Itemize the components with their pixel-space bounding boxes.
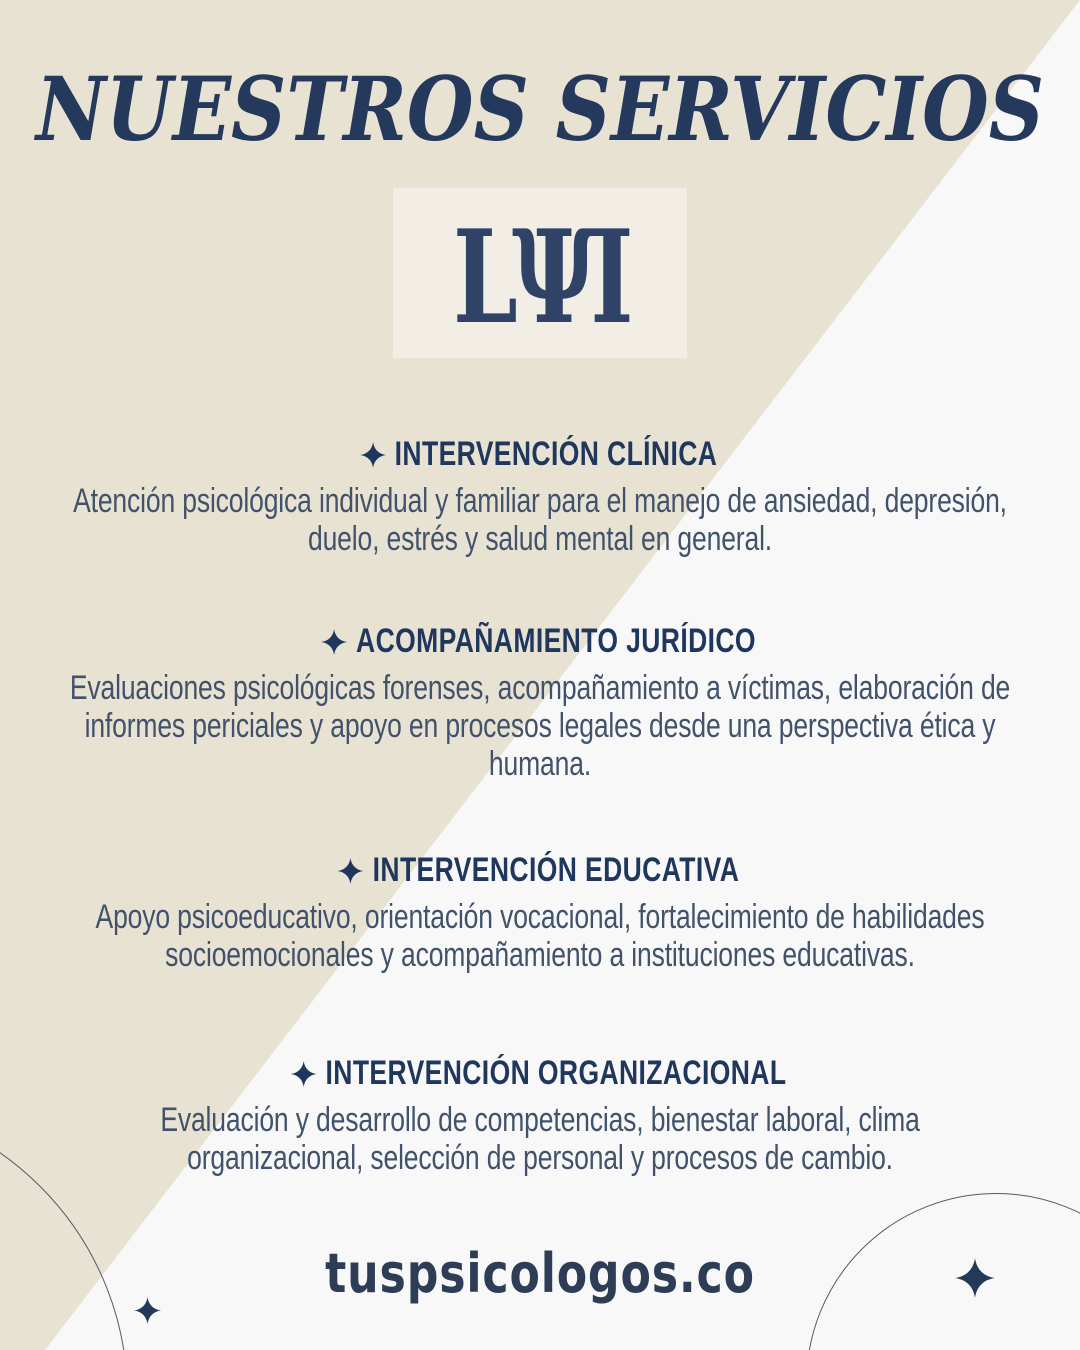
page-title: NUESTROS SERVICIOS: [35, 57, 1045, 161]
service-heading: INTERVENCIÓN EDUCATIVA: [372, 851, 740, 889]
service-description-line: Evaluación y desarrollo de competencias, bienestar laboral, clima: [160, 1101, 920, 1139]
service-section-educativa: [0, 851, 1080, 974]
service-description-line: socioemocionales y acompañamiento a instituciones educativas.: [165, 936, 915, 974]
four-point-sparkle-icon: [338, 854, 364, 892]
sparkle-icon: [134, 1297, 161, 1329]
logo-card: [393, 188, 687, 358]
service-heading-line: [0, 435, 1080, 476]
service-description-line: duelo, estrés y salud mental en general.: [307, 520, 773, 558]
service-description-line: Evaluaciones psicológicas forenses, acompañamiento a víctimas, elaboración de: [69, 669, 1011, 707]
service-heading: INTERVENCIÓN CLÍNICA: [394, 435, 718, 473]
service-heading-line: [0, 622, 1080, 663]
service-description: [0, 1101, 1080, 1177]
four-point-sparkle-icon: [321, 625, 347, 663]
service-description-line: Atención psicológica individual y familiar para el manejo de ansiedad, depresión,: [73, 482, 1007, 520]
service-section-organizacional: [0, 1054, 1080, 1177]
service-description-line: humana.: [488, 745, 592, 783]
service-description-line: Apoyo psicoeducativo, orientación vocacional, fortalecimiento de habilidades: [95, 898, 985, 936]
service-description: [0, 482, 1080, 558]
service-heading: INTERVENCIÓN ORGANIZACIONAL: [325, 1054, 787, 1092]
website-url: tuspsicologos.co: [325, 1242, 755, 1305]
sparkle-icon: [955, 1258, 995, 1303]
service-section-juridico: [0, 622, 1080, 783]
service-description-line: organizacional, selección de personal y procesos de cambio.: [187, 1139, 893, 1177]
service-description: [0, 898, 1080, 974]
service-section-clinica: [0, 435, 1080, 558]
psi-monogram-icon: LΨI: [452, 203, 628, 353]
service-description-line: informes periciales y apoyo en procesos legales desde una perspectiva ética y: [84, 707, 996, 745]
service-heading-line: [0, 1054, 1080, 1095]
four-point-sparkle-icon: [360, 438, 386, 476]
four-point-sparkle-icon: [291, 1057, 317, 1095]
service-heading-line: [0, 851, 1080, 892]
service-description: [0, 669, 1080, 783]
service-heading: ACOMPAÑAMIENTO JURÍDICO: [356, 622, 756, 660]
